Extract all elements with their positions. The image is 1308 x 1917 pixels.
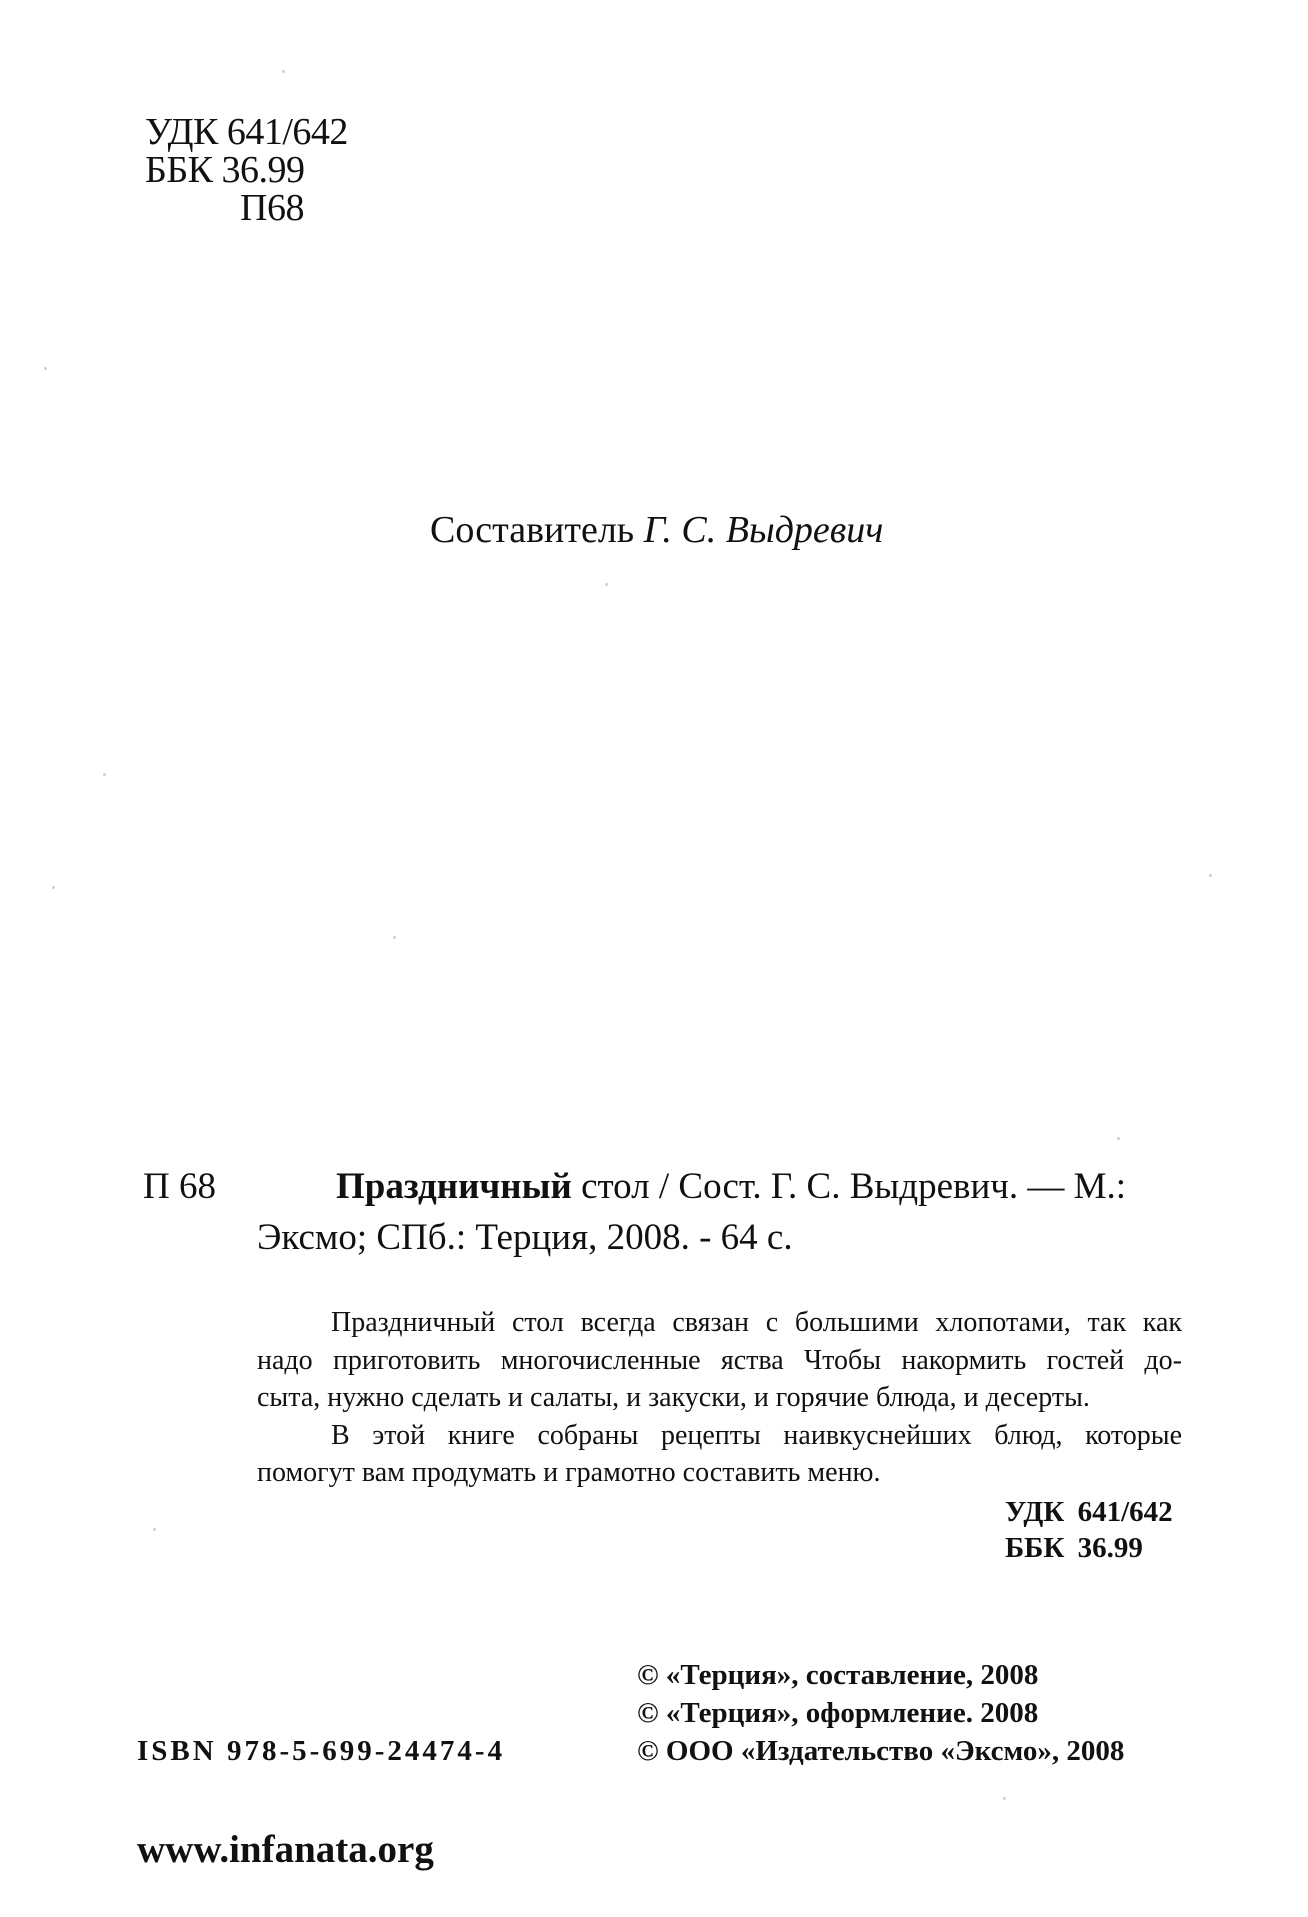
bbk-code-bold: ББК 36.99 [1005,1532,1143,1564]
scan-speck [393,936,396,939]
copyright-line: © ООО «Издательство «Эксмо», 2008 [637,1735,1125,1767]
isbn: ISBN 978-5-699-24474-4 [137,1735,506,1767]
annotation-line: помогут вам продумать и грамотно составить меню. [257,1457,881,1488]
annotation-line: сыта, нужно сделать и салаты, и закуски, и горячие блюда, и десерты. [257,1382,1090,1413]
udk-code-bold: УДК 641/642 [1005,1496,1173,1528]
scan-speck [153,1528,156,1531]
copyright-line: © «Терция», оформление. 2008 [637,1697,1039,1729]
scan-speck [52,886,55,889]
compiler-name: Г. С. Выдревич [643,509,884,551]
compiler-line [430,508,883,552]
scan-speck [605,583,608,586]
annotation-line: В этой книге собраны рецепты наивкуснейших блюд, которые [331,1419,1182,1451]
udk-code: УДК 641/642 [145,111,348,153]
annotation [257,1304,1182,1492]
scan-speck [282,70,285,73]
scan-speck [44,367,47,370]
bib-code: П 68 [143,1166,216,1207]
bib-line-1 [336,1162,1126,1212]
bib-title: Праздничный [336,1166,572,1207]
bib-line-2: Эксмо; СПб.: Терция, 2008. - 64 с. [257,1217,793,1258]
scan-speck [103,773,106,776]
website: www.infanata.org [137,1828,434,1871]
bbk-code: ББК 36.99 [145,149,305,191]
compiler-label: Составитель [430,509,635,551]
scan-speck [1209,874,1212,877]
scan-speck [1117,1137,1120,1140]
scan-speck [1003,1797,1006,1800]
annotation-line: Праздничный стол всегда связан с большими хлопотами, так как [331,1307,1182,1338]
annotation-line: надо приготовить многочисленные яства Чтобы накормить гостей до- [257,1344,1182,1376]
copyright-line: © «Терция», составление, 2008 [637,1659,1039,1691]
author-mark: П68 [240,187,304,229]
bib-line-1-rest: стол / Сост. Г. С. Выдревич. — М.: [581,1166,1127,1207]
